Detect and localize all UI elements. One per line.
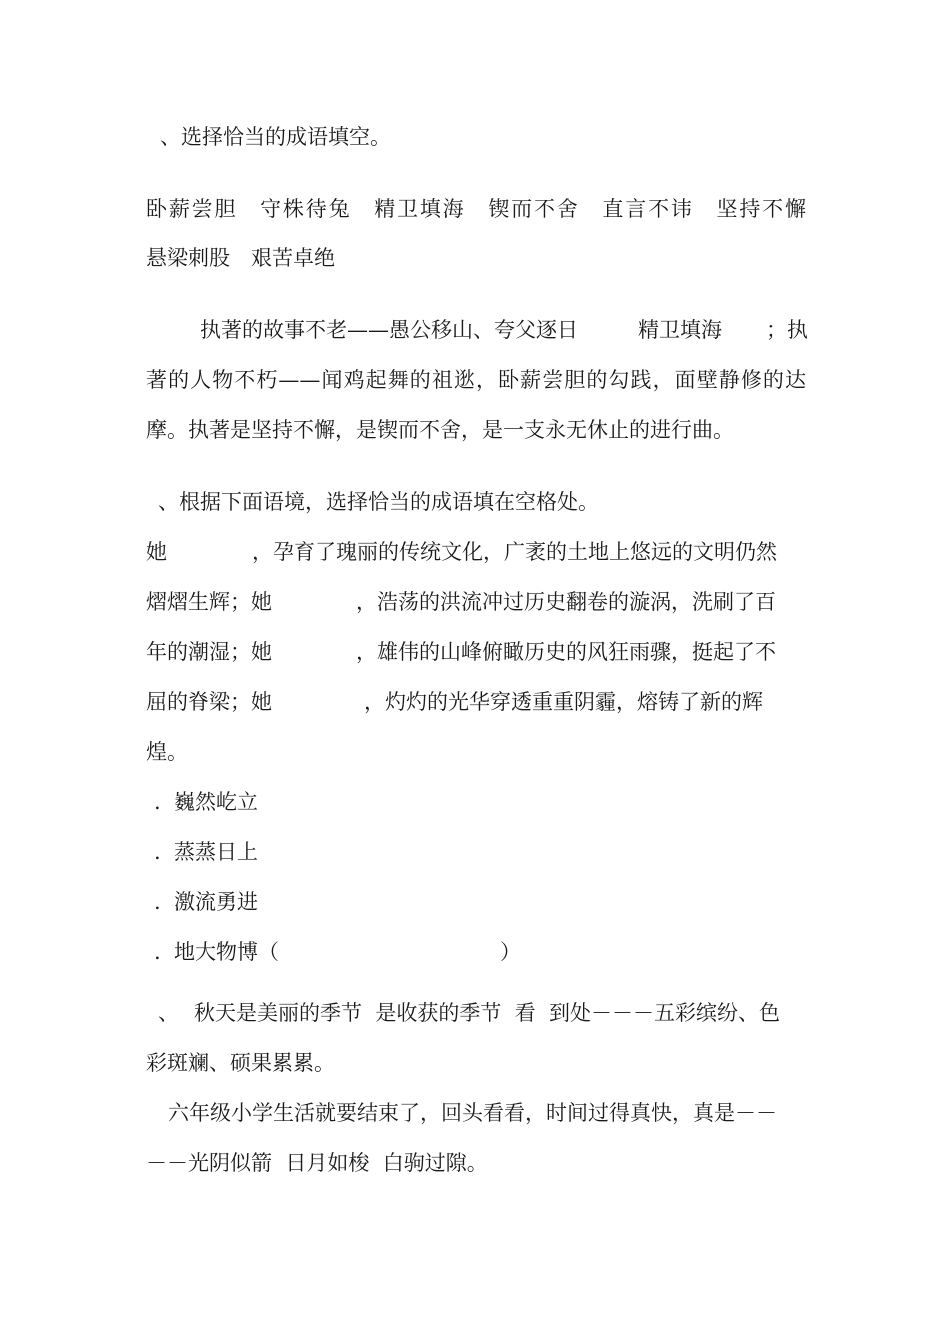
option-item: . 激流勇进 bbox=[154, 890, 259, 914]
section3-line2: 彩斑斓、硕果累累。 bbox=[146, 1051, 335, 1075]
paragraph1-line3: 摩。执著是坚持不懈，是锲而不舍，是一支永无休止的进行曲。 bbox=[146, 418, 734, 442]
paragraph1-line1-start: 执著的故事不老——愚公移山、夸父逐日 bbox=[200, 318, 578, 342]
section3-line4: －－光阴似箭 日月如梭 白驹过隙。 bbox=[146, 1151, 488, 1175]
passage-line2-start: 熠熠生辉；她 bbox=[146, 590, 272, 614]
option-item: . 蒸蒸日上 bbox=[154, 840, 259, 864]
idiom-list-row-2: 悬梁刺股 艰苦卓绝 bbox=[146, 246, 335, 270]
answer-close-paren: ） bbox=[500, 940, 521, 964]
option-item: . 地大物博（ bbox=[154, 940, 280, 964]
section3-mark: 、 bbox=[158, 1001, 179, 1025]
section3-line3: 六年级小学生活就要结束了，回头看看，时间过得真快，真是－－ bbox=[168, 1101, 777, 1125]
paragraph1-line1-end: ；执 bbox=[766, 318, 808, 342]
paragraph1-line2: 著的人物不朽——闻鸡起舞的祖逖，卧薪尝胆的勾践，面壁静修的达 bbox=[146, 368, 806, 392]
passage-line3-end: ，雄伟的山峰俯瞰历史的风狂雨骤，挺起了不 bbox=[356, 640, 776, 664]
passage-line3-start: 年的潮湿；她 bbox=[146, 640, 272, 664]
passage-line4-end: ，灼灼的光华穿透重重阴霾，熔铸了新的辉 bbox=[364, 690, 763, 714]
section3-line1: 秋天是美丽的季节 是收获的季节 看 到处－－－五彩缤纷、色 bbox=[194, 1001, 781, 1025]
passage-line1-end: ，孕育了瑰丽的传统文化，广袤的土地上悠远的文明仍然 bbox=[252, 540, 777, 564]
passage-line2-end: ，浩荡的洪流冲过历史翻卷的漩涡，洗刷了百 bbox=[356, 590, 776, 614]
passage-line5: 煌。 bbox=[146, 740, 188, 764]
paragraph1-filled-answer: 精卫填海 bbox=[638, 318, 722, 342]
option-item: . 巍然屹立 bbox=[154, 790, 259, 814]
passage-line1-start: 她 bbox=[146, 540, 167, 564]
section2-heading: 、根据下面语境，选择恰当的成语填在空格处。 bbox=[158, 490, 599, 514]
section1-heading: 、选择恰当的成语填空。 bbox=[160, 125, 391, 149]
passage-line4-start: 屈的脊梁；她 bbox=[146, 690, 272, 714]
idiom-list-row-1: 卧薪尝胆 守株待兔 精卫填海 锲而不舍 直言不讳 坚持不懈 bbox=[146, 197, 806, 221]
